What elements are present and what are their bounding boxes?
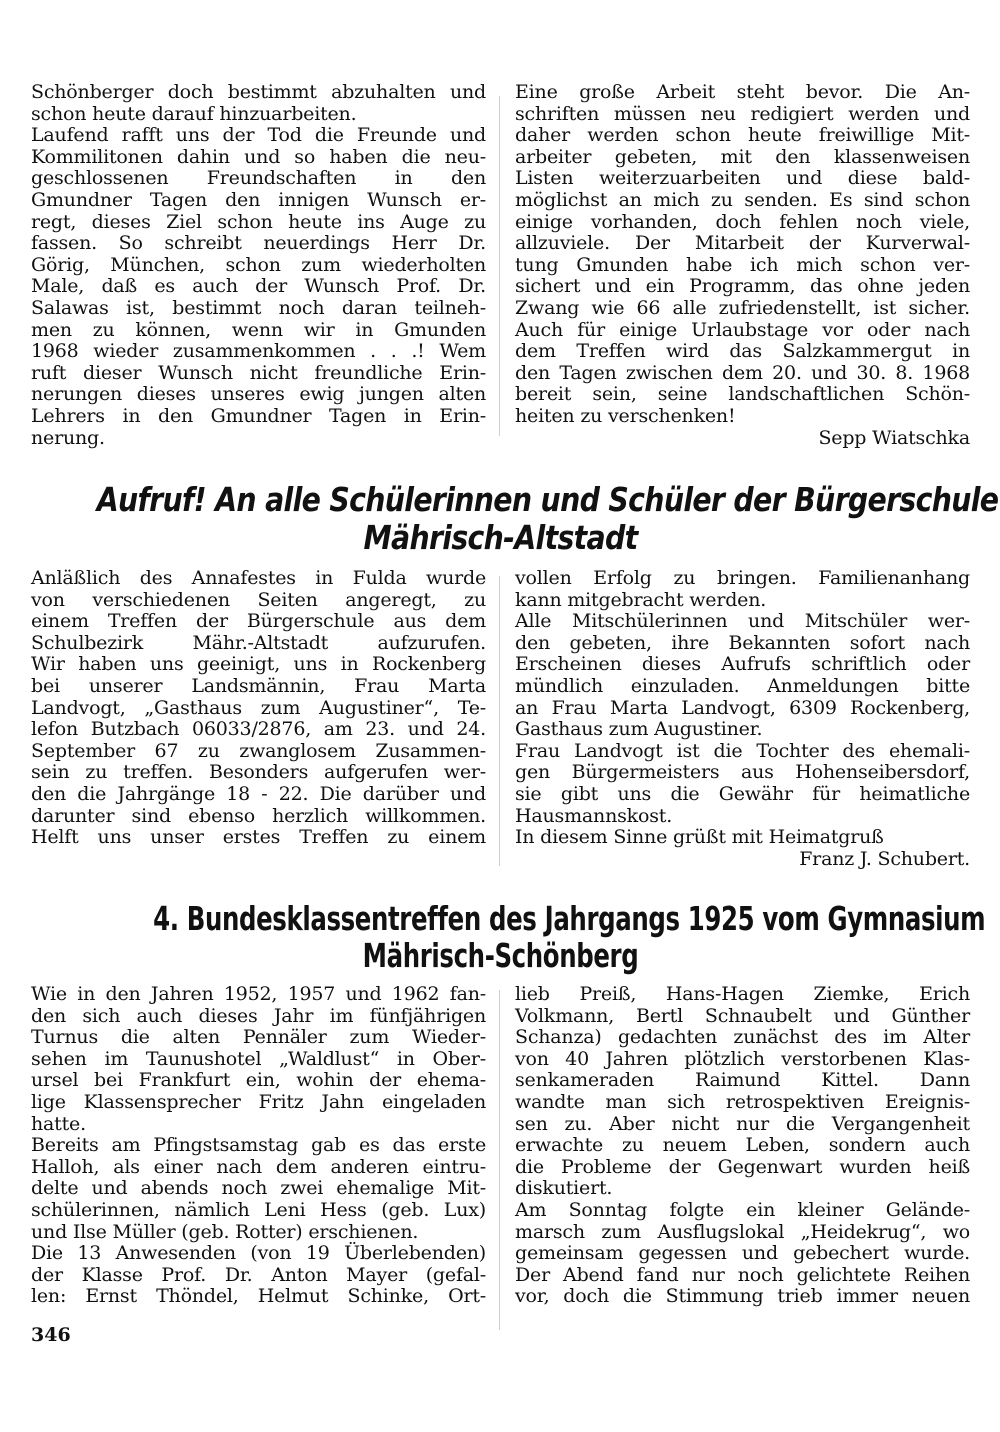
text-line: tung Gmunden habe ich mich schon ver- <box>515 253 970 276</box>
text-line: nerung. <box>31 426 105 449</box>
text-line: darunter sind ebenso herzlich willkommen. <box>31 804 486 827</box>
text-line: die Probleme der Gegenwart wurden heiß <box>515 1155 970 1178</box>
text-line: Erscheinen dieses Aufrufs schriftlich oder <box>515 653 970 676</box>
text-line: Gasthaus zum Augustiner. <box>515 718 763 741</box>
text-line: Volkmann, Bertl Schnaubelt und Günther <box>515 1004 970 1027</box>
headline-line-1: 4. Bundesklassentreffen des Jahrgangs 1925 vom Gymnasium <box>153 899 986 938</box>
text-line: gemeinsam gegessen und gebechert wurde. <box>515 1242 970 1265</box>
article-continuation <box>31 82 970 449</box>
text-line: gen Bürgermeisters aus Hohenseibersdorf, <box>515 761 970 784</box>
text-line: sehen im Taunushotel „Waldlust“ in Ober- <box>31 1047 486 1070</box>
article-column-right <box>515 984 970 1308</box>
text-line: diskutiert. <box>515 1177 613 1200</box>
text-line: Salawas ist, bestimmt noch daran teilneh- <box>31 296 486 319</box>
text-line: hatte. <box>31 1112 86 1135</box>
text-line: der Klasse Prof. Dr. Anton Mayer (gefal- <box>31 1263 486 1286</box>
text-line: Halloh, als einer nach dem anderen eintru- <box>31 1155 486 1178</box>
text-line: Schulbezirk Mähr.-Altstadt aufzurufen. <box>31 631 486 654</box>
text-line: daher werden schon heute freiwillige Mit- <box>515 124 970 147</box>
article-column-left <box>31 984 486 1308</box>
headline-bundesklassentreffen <box>31 899 986 975</box>
text-line: marsch zum Ausflugslokal „Heidekrug“, wo <box>515 1220 970 1243</box>
text-line: Wie in den Jahren 1952, 1957 und 1962 fan- <box>31 983 486 1005</box>
article-column-left <box>31 568 486 870</box>
text-line: schriften müssen neu redigiert werden und <box>515 102 970 125</box>
article-column-left <box>31 82 486 449</box>
column-rule <box>499 96 500 436</box>
text-line: sen zu. Aber nicht nur die Vergangenheit <box>515 1112 970 1135</box>
text-line: Laufend rafft uns der Tod die Freunde und <box>31 124 486 147</box>
text-line: Gmundner Tagen den innigen Wunsch er- <box>31 188 486 211</box>
text-line: möglichst an mich zu senden. Es sind schon <box>515 188 970 211</box>
text-line: vollen Erfolg zu bringen. Familienanhang <box>515 567 970 589</box>
page-number: 346 <box>31 1324 71 1346</box>
column-rule <box>499 576 500 866</box>
headline-line-2: Mährisch-Altstadt <box>363 518 638 557</box>
text-line: Schönberger doch bestimmt abzuhalten und <box>31 81 486 103</box>
text-line: sichert und ein Programm, das ohne jeden <box>515 275 970 298</box>
text-line: Görig, München, schon zum wiederholten <box>31 253 486 276</box>
text-line: allzuviele. Der Mitarbeit der Kurverwal- <box>515 232 970 255</box>
text-line: fassen. So schreibt neuerdings Herr Dr. <box>31 232 486 255</box>
text-line: lieb Preiß, Hans-Hagen Ziemke, Erich <box>515 983 970 1005</box>
article-aufruf <box>31 568 970 870</box>
text-line: den die Jahrgänge 18 - 22. Die darüber und <box>31 782 486 805</box>
signature: Sepp Wiatschka <box>818 426 970 449</box>
text-line: In diesem Sinne grüßt mit Heimatgruß <box>515 826 884 849</box>
text-line: 1968 wieder zusammenkommen . . .! Wem <box>31 340 486 363</box>
text-line: Zwang wie 66 alle zufriedenstellt, ist sicher. <box>515 296 970 319</box>
text-line: Lehrers in den Gmundner Tagen in Erin- <box>31 404 486 427</box>
headline-line-2: Mährisch-Schönberg <box>362 936 639 975</box>
text-line: kann mitgebracht werden. <box>515 588 767 611</box>
text-line: Eine große Arbeit steht bevor. Die An- <box>515 81 970 103</box>
text-line: von verschiedenen Seiten angeregt, zu <box>31 588 486 611</box>
text-line: Anläßlich des Annafestes in Fulda wurde <box>31 567 486 589</box>
text-line: men zu können, wenn wir in Gmunden <box>31 318 486 341</box>
text-line: schon heute darauf hinzuarbeiten. <box>31 102 357 125</box>
text-line: den Tagen zwischen dem 20. und 30. 8. 1968 <box>515 361 970 384</box>
text-line: Helft uns unser erstes Treffen zu einem <box>31 826 486 849</box>
text-line: Turnus die alten Pennäler zum Wieder- <box>31 1026 486 1049</box>
text-line: nerungen dieses unseres ewig jungen alten <box>31 383 486 406</box>
text-line: dem Treffen wird das Salzkammergut in <box>515 340 970 363</box>
text-line: delte und abends noch zwei ehemalige Mit- <box>31 1177 486 1200</box>
text-line: vor, doch die Stimmung trieb immer neuen <box>515 1285 970 1308</box>
text-line: lefon Butzbach 06033/2876, am 23. und 24. <box>31 718 486 741</box>
text-line: sie gibt uns die Gewähr für heimatliche <box>515 782 970 805</box>
text-line: einige vorhanden, doch fehlen noch viele, <box>515 210 970 233</box>
text-line: wandte man sich retrospektiven Ereignis- <box>515 1090 970 1113</box>
text-line: erwachte zu neuem Leben, sondern auch <box>515 1134 970 1157</box>
text-line: bei unserer Landsmännin, Frau Marta <box>31 674 486 697</box>
text-line: Frau Landvogt ist die Tochter des ehemali- <box>515 739 970 762</box>
text-line: regt, dieses Ziel schon heute ins Auge zu <box>31 210 486 233</box>
text-line: von 40 Jahren plötzlich verstorbenen Klas- <box>515 1047 970 1070</box>
text-line: Auch für einige Urlaubstage vor oder nach <box>515 318 970 341</box>
text-line: und Ilse Müller (geb. Rotter) erschienen. <box>31 1220 419 1243</box>
text-line: Hausmannskost. <box>515 804 673 827</box>
text-line: ursel bei Frankfurt ein, wohin der ehema- <box>31 1069 486 1092</box>
text-line: ruft dieser Wunsch nicht freundliche Erin- <box>31 361 486 384</box>
text-line: September 67 zu zwanglosem Zusammen- <box>31 739 486 762</box>
text-line: mündlich einzuladen. Anmeldungen bitte <box>515 674 970 697</box>
text-line: heiten zu verschenken! <box>515 404 736 427</box>
article-bundesklassentreffen <box>31 984 970 1308</box>
text-line: sein zu treffen. Besonders aufgerufen wer- <box>31 761 486 784</box>
text-line: Der Abend fand nur noch gelichtete Reihen <box>515 1263 970 1286</box>
column-rule <box>499 990 500 1330</box>
text-line: arbeiter gebeten, mit den klassenweisen <box>515 145 970 168</box>
text-line: geschlossenen Freundschaften in den <box>31 167 486 190</box>
text-line: bereit sein, seine landschaftlichen Schön- <box>515 383 970 406</box>
text-line: einem Treffen der Bürgerschule aus dem <box>31 610 486 633</box>
text-line: den gebeten, ihre Bekannten sofort nach <box>515 631 970 654</box>
text-line: schülerinnen, nämlich Leni Hess (geb. Lux) <box>31 1198 486 1221</box>
text-line: Alle Mitschülerinnen und Mitschüler wer- <box>515 610 970 633</box>
text-line: Bereits am Pfingstsamstag gab es das erste <box>31 1134 486 1157</box>
signature: Franz J. Schubert. <box>799 847 970 870</box>
article-column-right <box>515 82 970 449</box>
headline-aufruf <box>31 480 999 557</box>
text-line: Wir haben uns geeinigt, uns in Rockenberg <box>31 653 486 676</box>
text-line: Schanza) gedachten zunächst des im Alter <box>515 1026 970 1049</box>
text-line: senkameraden Raimund Kittel. Dann <box>515 1069 970 1092</box>
text-line: Die 13 Anwesenden (von 19 Überlebenden) <box>31 1242 486 1265</box>
text-line: den sich auch dieses Jahr im fünfjährigen <box>31 1004 486 1027</box>
text-line: len: Ernst Thöndel, Helmut Schinke, Ort- <box>31 1285 486 1308</box>
text-line: Listen weiterzuarbeiten und diese bald- <box>515 167 970 190</box>
text-line: Am Sonntag folgte ein kleiner Gelände- <box>515 1198 970 1221</box>
text-line: Kommilitonen dahin und so haben die neu- <box>31 145 486 168</box>
text-line: Male, daß es auch der Wunsch Prof. Dr. <box>31 275 486 298</box>
headline-line-1: Aufruf! An alle Schülerinnen und Schüler der Bürgerschule <box>96 480 999 519</box>
text-line: lige Klassensprecher Fritz Jahn eingeladen <box>31 1090 486 1113</box>
text-line: an Frau Marta Landvogt, 6309 Rockenberg, <box>515 696 970 719</box>
article-column-right <box>515 568 970 870</box>
text-line: Landvogt, „Gasthaus zum Augustiner“, Te- <box>31 696 486 719</box>
